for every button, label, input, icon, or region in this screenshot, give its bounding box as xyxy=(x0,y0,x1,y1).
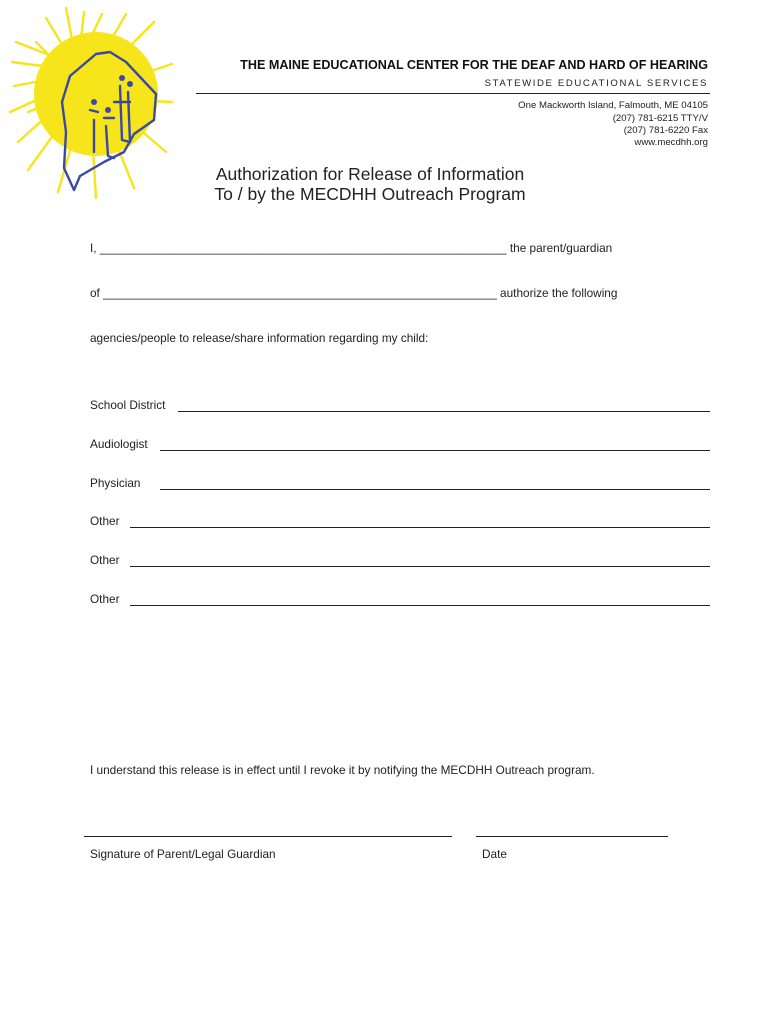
other-field-3[interactable] xyxy=(130,605,710,606)
agencies-statement: agencies/people to release/share information regarding my child: xyxy=(90,331,429,345)
address-fax: (207) 781-6220 Fax xyxy=(623,125,708,136)
child-name-line[interactable]: of ____________________________________________________________ authorize the following xyxy=(90,286,618,300)
other-label-2: Other xyxy=(90,553,120,567)
department-name: STATEWIDE EDUCATIONAL SERVICES xyxy=(484,78,708,89)
physician-label: Physician xyxy=(90,476,141,490)
revocation-statement: I understand this release is in effect until I revoke it by notifying the MECDHH Outreach program. xyxy=(90,763,595,777)
guardian-name-line[interactable]: I, ______________________________________________________________ the parent/guardian xyxy=(90,241,613,255)
mecdhh-logo-icon xyxy=(6,2,176,202)
form-title-line2: To / by the MECDHH Outreach Program xyxy=(214,184,526,204)
address-phone: (207) 781-6215 TTY/V xyxy=(612,113,708,124)
organization-name: THE MAINE EDUCATIONAL CENTER FOR THE DEAF AND HARD OF HEARING xyxy=(240,58,708,72)
physician-field[interactable] xyxy=(160,489,710,490)
header-divider xyxy=(196,93,710,94)
other-field-2[interactable] xyxy=(130,566,710,567)
school-district-label: School District xyxy=(90,398,166,412)
signature-label: Signature of Parent/Legal Guardian xyxy=(90,847,276,861)
other-label-3: Other xyxy=(90,592,120,606)
school-district-field[interactable] xyxy=(178,411,710,412)
address-street: One Mackworth Island, Falmouth, ME 04105 xyxy=(518,100,708,111)
audiologist-field[interactable] xyxy=(160,450,710,451)
date-label: Date xyxy=(482,847,507,861)
other-field-1[interactable] xyxy=(130,527,710,528)
form-title-line1: Authorization for Release of Information xyxy=(215,164,525,184)
other-label-1: Other xyxy=(90,514,120,528)
website-link[interactable]: www.mecdhh.org xyxy=(634,137,708,148)
audiologist-label: Audiologist xyxy=(90,437,148,451)
signature-field[interactable] xyxy=(84,836,452,837)
date-field[interactable] xyxy=(476,836,668,837)
